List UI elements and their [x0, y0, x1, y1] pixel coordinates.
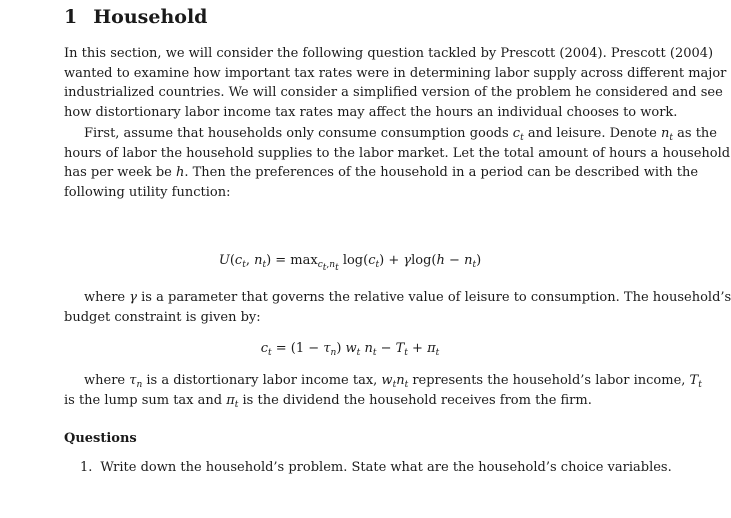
question-number: 1.	[80, 460, 93, 475]
paragraph-line: where γ is a parameter that governs the relative value of leisure to consumption. The household’s	[84, 290, 731, 305]
utility-equation: $U(c_t$, $n_t) = \max_{c_t,n_t} \log(c_t) + \gamma\log(h - n_t)$	[218, 253, 482, 273]
paragraph-line: wanted to examine how important tax rates were in determining labor supply across different major	[64, 65, 727, 81]
paragraph-line: following utility function:	[64, 184, 231, 200]
preferences-paragraph	[64, 124, 731, 202]
section-title-text: Household	[93, 6, 208, 28]
list-item	[80, 460, 672, 475]
paragraph-line: budget constraint is given by:	[64, 309, 261, 325]
question-text: Write down the household’s problem. State what are the household’s choice variables.	[100, 460, 672, 475]
paragraph-line: hours of labor the household supplies to the labor market. Let the total amount of hours a household	[64, 145, 731, 161]
paragraph-line: In this section, we will consider the following question tackled by Prescott (2004). Prescott (2004)	[64, 46, 714, 61]
section-number: 1	[64, 6, 78, 28]
paragraph-line: has per week be h. Then the preferences of the household in a period can be described with the	[64, 165, 699, 181]
paragraph-line: how distortionary labor income tax rates may affect the hours an individual chooses to work.	[64, 104, 678, 120]
questions-list	[80, 460, 672, 475]
paragraph-line: industrialized countries. We will consider a simplified version of the problem he considered and see	[64, 85, 723, 101]
leisure-paragraph	[64, 288, 731, 327]
tax-paragraph	[64, 371, 702, 410]
intro-paragraph	[64, 44, 727, 122]
section-heading	[64, 6, 207, 28]
budget-equation: $c_t = (1 - \tau_n)$ $w_t$ $n_t - T_t + \pi_t$	[260, 341, 440, 358]
paragraph-line: is the lump sum tax and $\pi_t$ is the dividend the household receives from the firm.	[64, 392, 592, 410]
paragraph-line: First, assume that households only consume consumption goods $c_t$ and leisure. Denote $n_t$ as the	[84, 126, 717, 143]
paragraph-line: where $\tau_n$ is a distortionary labor income tax, $w_tn_t$ represents the household’s labor income, $T_t$	[84, 373, 702, 390]
questions-heading: Questions	[64, 431, 137, 446]
